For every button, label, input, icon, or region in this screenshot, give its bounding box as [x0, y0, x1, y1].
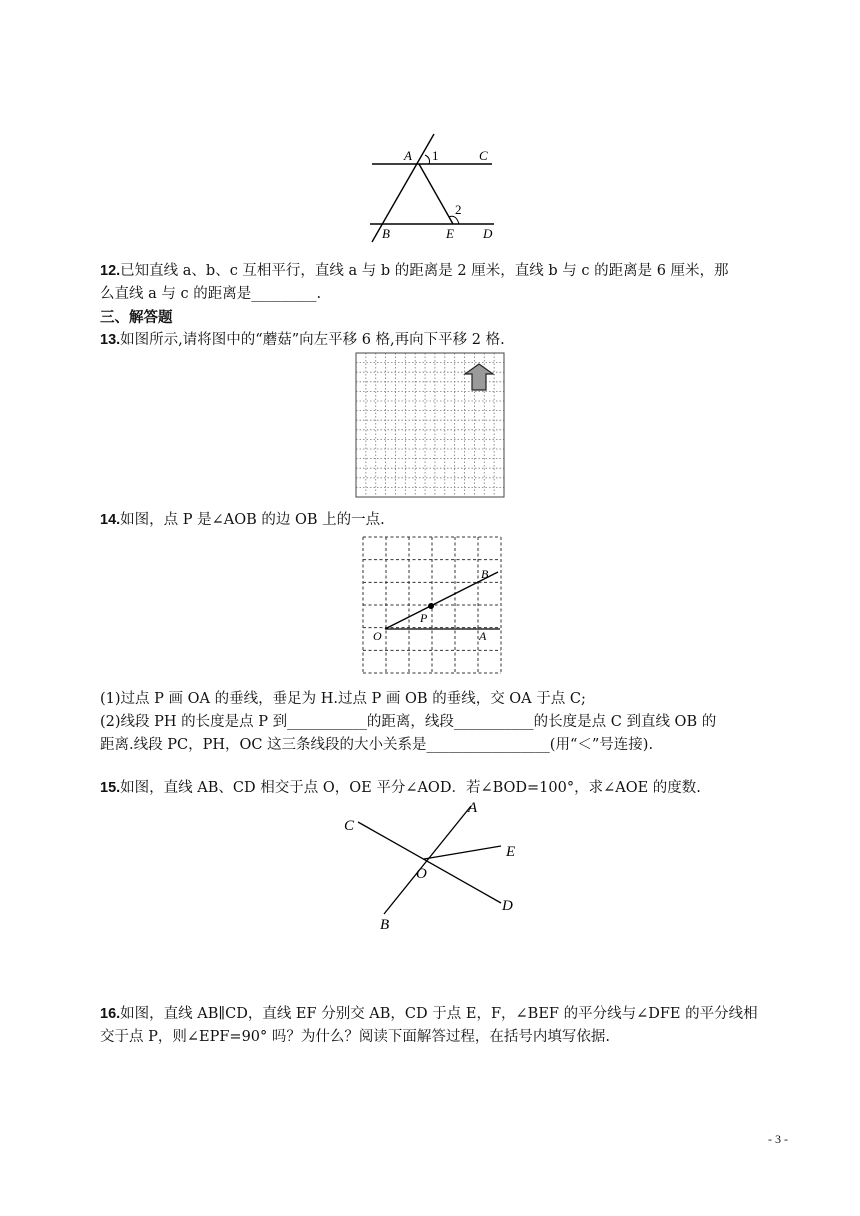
label-o: O	[373, 629, 382, 643]
label-o: O	[416, 866, 427, 882]
mushroom-shape	[465, 364, 493, 390]
question-number: 15.	[100, 780, 121, 796]
label-d: D	[502, 898, 513, 914]
question-text: 如图，直线 AB、CD 相交于点 O，OE 平分∠AOD．若∠BOD=100°，求∠AOE 的度数.	[120, 780, 701, 796]
question-number: 12.	[100, 263, 121, 279]
angle-1-arc	[425, 155, 430, 164]
question-number: 16.	[100, 1006, 121, 1022]
label-1: 1	[432, 148, 439, 163]
question-text: 如图，直线 AB∥CD，直线 EF 分别交 AB，CD 于点 E，F，∠BEF 的平分线与∠DFE 的平分线相	[120, 1006, 758, 1022]
question-14-part2-line2: 距离.线段 PC，PH，OC 这三条线段的大小关系是_________________(用“＜”号连接).	[100, 737, 654, 753]
section-heading: 三、解答题	[100, 310, 173, 326]
label-b: B	[481, 567, 489, 581]
question-text: 如图，点 P 是∠AOB 的边 OB 上的一点.	[120, 512, 385, 528]
point-p	[428, 603, 434, 609]
question-13	[100, 329, 505, 351]
segment-ae	[419, 164, 453, 224]
page-number: - 3 -	[768, 1132, 788, 1146]
label-e: E	[506, 844, 516, 860]
ray-oe	[424, 846, 501, 859]
label-c: C	[479, 148, 488, 163]
line-cd	[358, 822, 501, 903]
label-b: B	[380, 917, 390, 933]
label-2: 2	[455, 202, 462, 217]
figure-q11	[362, 128, 512, 246]
label-p: P	[420, 611, 428, 625]
label-a: A	[479, 629, 487, 643]
question-number: 14.	[100, 512, 121, 528]
question-16-line1	[100, 1003, 758, 1025]
figure-q14-grid	[362, 536, 504, 676]
question-number: 13.	[100, 332, 121, 348]
question-14	[100, 509, 385, 531]
figure-q13-grid	[355, 352, 507, 500]
question-text: 如图所示,请将图中的“蘑菇”向左平移 6 格,再向下平移 2 格.	[120, 332, 505, 348]
question-14-part1: (1)过点 P 画 OA 的垂线，垂足为 H.过点 P 画 OB 的垂线，交 OA 于点 C;	[100, 691, 586, 707]
label-c: C	[344, 818, 355, 834]
question-14-part2-line1: (2)线段 PH 的长度是点 P 到___________的距离，线段___________的长度是点 C 到直线 OB 的	[100, 714, 717, 730]
question-12-line1	[100, 260, 729, 282]
question-16-line2: 交于点 P，则∠EPF=90° 吗？为什么？阅读下面解答过程，在括号内填写依据.	[100, 1029, 610, 1045]
label-a: A	[468, 800, 478, 816]
label-e: E	[446, 226, 454, 241]
label-d: D	[483, 226, 493, 241]
question-text: 已知直线 a、b、c 互相平行，直线 a 与 b 的距离是 2 厘米，直线 b 与 c 的距离是 6 厘米，那	[120, 263, 729, 279]
question-12-line2: 么直线 a 与 c 的距离是_________.	[100, 286, 322, 302]
figure-q15	[336, 796, 536, 936]
label-b: B	[382, 226, 390, 241]
label-a: A	[404, 148, 412, 163]
line-ab	[384, 806, 471, 914]
